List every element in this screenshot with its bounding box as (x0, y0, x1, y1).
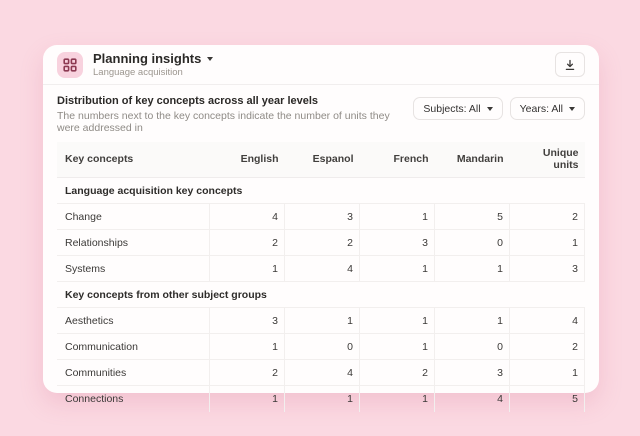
unit-count-cell: 2 (360, 360, 435, 386)
unit-count-cell: 1 (210, 256, 285, 282)
section-text (57, 95, 413, 134)
filters (413, 97, 585, 120)
unit-count-cell: 1 (360, 204, 435, 230)
table-row (57, 386, 585, 412)
key-concepts-table (57, 142, 585, 412)
unit-count-cell: 1 (210, 334, 285, 360)
unit-count-cell: 4 (285, 256, 360, 282)
unit-count-cell: 1 (360, 386, 435, 412)
unit-count-cell: 1 (360, 256, 435, 282)
group-label: Language acquisition key concepts (57, 178, 585, 204)
table-group-row (57, 282, 585, 308)
unit-count-cell: 2 (210, 230, 285, 256)
group-label: Key concepts from other subject groups (57, 282, 585, 308)
download-icon (564, 59, 576, 71)
grid-2x2-icon (63, 58, 77, 72)
unit-count-cell: 3 (360, 230, 435, 256)
unit-count-cell: 4 (210, 204, 285, 230)
years-filter-dropdown[interactable] (510, 97, 585, 120)
table-group-row (57, 178, 585, 204)
unit-count-cell: 1 (210, 386, 285, 412)
column-header-english: English (210, 142, 285, 178)
unit-count-cell: 3 (210, 308, 285, 334)
unit-count-cell: 3 (435, 360, 510, 386)
section-head (43, 85, 599, 140)
unit-count-cell: 1 (360, 308, 435, 334)
concept-label: Connections (65, 392, 124, 405)
unit-count-cell: 3 (285, 204, 360, 230)
unit-count-cell: 5 (510, 386, 585, 412)
page-subtitle: Language acquisition (93, 67, 183, 78)
unit-count-cell: 1 (360, 334, 435, 360)
chevron-down-icon (569, 107, 575, 111)
unit-count-cell: 0 (435, 334, 510, 360)
table-row (57, 334, 585, 360)
section-title: Distribution of key concepts across all year levels (57, 95, 319, 107)
column-header-key-concepts: Key concepts (57, 142, 210, 178)
card-header (43, 45, 599, 85)
unit-count-cell: 0 (285, 334, 360, 360)
section-description: The numbers next to the key concepts indicate the number of units they were addressed in (57, 110, 390, 134)
unit-count-cell: 1 (435, 256, 510, 282)
subjects-filter-dropdown[interactable] (413, 97, 502, 120)
concept-label: Systems (57, 256, 210, 282)
years-filter-label: Years: All (519, 102, 563, 115)
unit-count-cell: 1 (435, 308, 510, 334)
table-header-row (57, 142, 585, 178)
unit-count-cell: 1 (510, 360, 585, 386)
table-row (57, 204, 585, 230)
concept-label: Communities (57, 360, 210, 386)
unit-count-cell: 1 (285, 386, 360, 412)
chevron-down-icon (487, 107, 493, 111)
page-title: Planning insights (93, 51, 202, 66)
planning-insights-icon (57, 52, 83, 78)
unit-count-cell: 2 (285, 230, 360, 256)
subjects-filter-label: Subjects: All (423, 102, 481, 115)
unit-count-cell: 2 (510, 204, 585, 230)
unit-count-cell: 3 (510, 256, 585, 282)
table-header (57, 142, 585, 178)
unit-count-cell: 2 (210, 360, 285, 386)
table-row (57, 308, 585, 334)
column-header-mandarin: Mandarin (435, 142, 510, 178)
unit-count-cell: 1 (510, 230, 585, 256)
table-row (57, 230, 585, 256)
download-button[interactable] (555, 52, 585, 77)
unit-count-cell: 4 (510, 308, 585, 334)
unit-count-cell: 4 (285, 360, 360, 386)
column-header-unique-units: Unique units (510, 142, 585, 178)
concept-label: Communication (57, 334, 210, 360)
title-block (93, 51, 213, 78)
unit-count-cell: 0 (435, 230, 510, 256)
unit-count-cell: 1 (285, 308, 360, 334)
column-header-espanol: Espanol (285, 142, 360, 178)
column-header-french: French (360, 142, 435, 178)
title-chevron-down-icon[interactable] (207, 57, 213, 61)
table-row (57, 360, 585, 386)
unit-count-cell: 4 (435, 386, 510, 412)
planning-insights-card (43, 45, 599, 405)
table-row (57, 256, 585, 282)
concept-label: Change (57, 204, 210, 230)
concept-label: Aesthetics (57, 308, 210, 334)
concept-label: Relationships (57, 230, 210, 256)
unit-count-cell: 5 (435, 204, 510, 230)
unit-count-cell: 2 (510, 334, 585, 360)
